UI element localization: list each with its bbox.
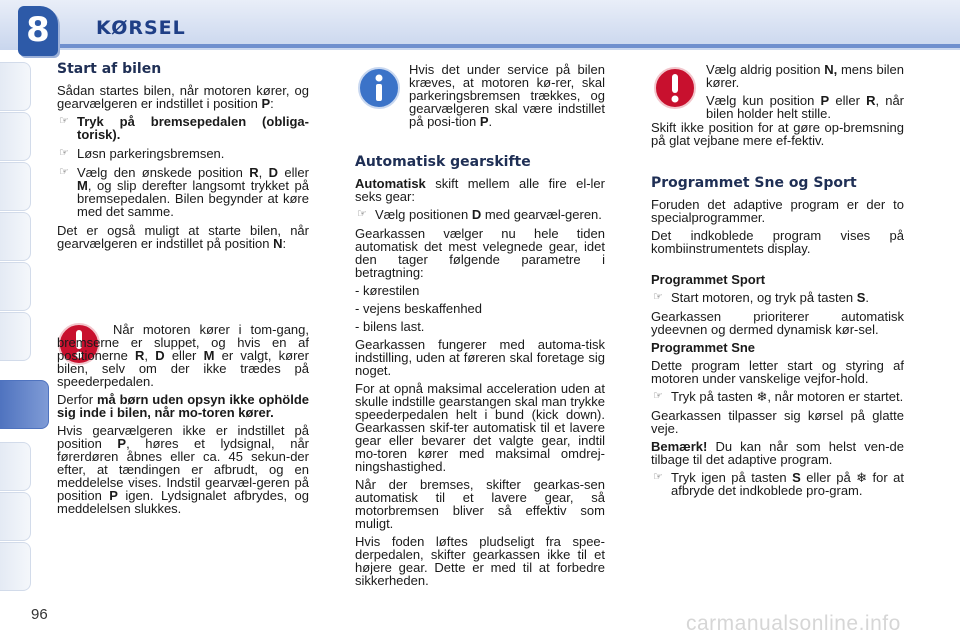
chapter-badge: 8 [18, 6, 58, 56]
paragraph: Gearkassen fungerer med automa-tisk indstilling, uden at føreren skal foretage sig noget. [355, 337, 605, 378]
info-text: Hvis det under service på bilen kræves, at motoren kø-rer, skal parkeringsbremsen trækkes, og gearvælgeren skal være indstillet på posi-tion P. [409, 62, 605, 129]
chapter-tab[interactable] [0, 112, 31, 161]
paragraph: Når der bremses, skifter gearkas-sen automatisk til et lavere gear, så motorbremsen bliver så effektiv som muligt. [355, 477, 605, 531]
section-heading-start: Start af bilen [57, 61, 162, 77]
chapter-tab-active[interactable] [0, 380, 49, 429]
column-start [57, 63, 309, 255]
paragraph: Gearkassen tilpasser sig kørsel på glatte veje. [651, 408, 904, 436]
chapter-tab[interactable] [0, 442, 31, 491]
parameter-item: - kørestilen [355, 284, 605, 297]
paragraph: For at opnå maksimal acceleration uden at skulle indstille gearstangen skal man trykke speederpedalen helt i bund (kick down). Gearkassen skif-ter automatisk til et lavere gear eller bevarer det valgte gear, indtil mo-toren kører med maksimal omdrej-ningshastighed. [355, 381, 606, 474]
pointing-hand-icon: ☞ [59, 166, 69, 178]
subheading-sport: Programmet Sport [651, 272, 766, 287]
instruction-item: ☞ Tryk på tasten ❄, når motoren er startet. [653, 389, 904, 404]
chapter-title: KØRSEL [96, 17, 186, 39]
column-programs [651, 121, 904, 503]
page-number: 96 [31, 606, 48, 623]
parameter-item: - bilens last. [355, 320, 605, 333]
snowflake-icon: ❄ [756, 389, 768, 404]
chapter-tab[interactable] [0, 542, 31, 591]
warning-text: Når motoren kører i tom-gang, bremserne er sluppet, og hvis en af positionerne R, D eller M er valgt, kører bilen, selv om der ikke trædes på speederpedalen. [57, 322, 309, 389]
warning-text: Skift ikke position for at gøre op-bremsning på glat vejbane mere ef-fektiv. [651, 120, 904, 148]
parameter-item: - vejens beskaffenhed [355, 302, 605, 315]
snowflake-icon: ❄ [856, 470, 868, 485]
chapter-tab[interactable] [0, 312, 31, 361]
chapter-tab[interactable] [0, 162, 31, 211]
chapter-tab[interactable] [0, 492, 31, 541]
instruction-item: ☞ Vælg positionen D med gearvæl-geren. [357, 207, 602, 222]
paragraph: Hvis foden løftes pludseligt fra spee-derpedalen, skifter gearkassen ikke til et højere gear. Dette er med til at forbedre sikkerheden. [355, 534, 605, 588]
pointing-hand-icon: ☞ [653, 291, 663, 303]
warning-block-gear [706, 63, 904, 125]
paragraph-also: Det er også muligt at starte bilen, når gearvælgeren er indstillet på position N: [57, 223, 309, 251]
instruction-item: ☞ Tryk igen på tasten S eller på ❄ for at afbryde det indkoblede pro-gram. [653, 470, 904, 498]
info-icon [357, 66, 401, 110]
paragraph: Automatisk skift mellem alle fire el-ler seks gear: [355, 176, 605, 204]
instruction-item: ☞ Start motoren, og tryk på tasten S. [653, 290, 869, 305]
pointing-hand-icon: ☞ [653, 390, 663, 402]
parameter-list [355, 284, 605, 333]
warning-exclamation-icon [653, 66, 697, 110]
pointing-hand-icon: ☞ [653, 471, 663, 483]
pointing-hand-icon: ☞ [59, 147, 69, 159]
instruction-item: ☞ Løsn parkeringsbremsen. [59, 146, 225, 161]
watermark: carmanualsonline.info [686, 612, 901, 635]
paragraph: Gearkassen vælger nu hele tiden automatisk det mest velegnede gear, idet den tager følgende parametre i betragtning: [355, 226, 605, 280]
paragraph: Foruden det adaptive program er der to specialprogrammer. [651, 197, 904, 225]
paragraph: Gearkassen prioriterer automatisk ydeevnen og dermed dynamisk kør-sel. [651, 309, 904, 337]
paragraph: Dette program letter start og styring af motoren under vanskelige vejfor-hold. [651, 358, 904, 386]
paragraph-intro: Sådan startes bilen, når motoren kører, og gearvælgeren er indstillet i position P: [57, 83, 309, 111]
paragraph: Det indkoblede program vises på kombiinstrumentets display. [651, 228, 904, 256]
section-heading-programs: Programmet Sne og Sport [651, 175, 857, 191]
warning-text: Vælg kun position P eller R, når bilen holder helt stille. [706, 93, 905, 121]
warning-block-start [57, 323, 309, 520]
instruction-item: ☞ Tryk på bremsepedalen (obliga-torisk). [59, 114, 309, 142]
chapter-tab[interactable] [0, 262, 31, 311]
header-rule [60, 44, 960, 48]
pointing-hand-icon: ☞ [357, 208, 367, 220]
instruction-item: ☞ Vælg den ønskede position R, D eller M, og slip derefter langsomt trykket på bremsepedalen. Bilen begynder at køre med det samme. [59, 165, 309, 219]
warning-text: Hvis gearvælgeren ikke er indstillet på position P, høres et lydsignal, når førerdøren åbnes eller ca. 45 sekun-der efter, at tændingen er afbrudt, og en meddelelse vises. Indstil gearvæl-geren på position P igen. Lydsignalet afbrydes, og meddelelsen slukkes. [57, 423, 310, 516]
pointing-hand-icon: ☞ [59, 115, 69, 127]
warning-text: Derfor må børn uden opsyn ikke ophölde sig inde i bilen, når mo-toren kører. [57, 392, 310, 420]
warning-text: Vælg aldrig position N, mens bilen kører. [706, 62, 904, 90]
subheading-sne: Programmet Sne [651, 340, 756, 355]
info-block [409, 63, 605, 133]
chapter-tab[interactable] [0, 212, 31, 261]
column-automatic [355, 156, 605, 592]
section-heading-automatic: Automatisk gearskifte [355, 154, 531, 170]
paragraph-note: Bemærk! Du kan når som helst ven-de tilbage til det adaptive program. [651, 439, 904, 467]
chapter-tab[interactable] [0, 62, 31, 111]
